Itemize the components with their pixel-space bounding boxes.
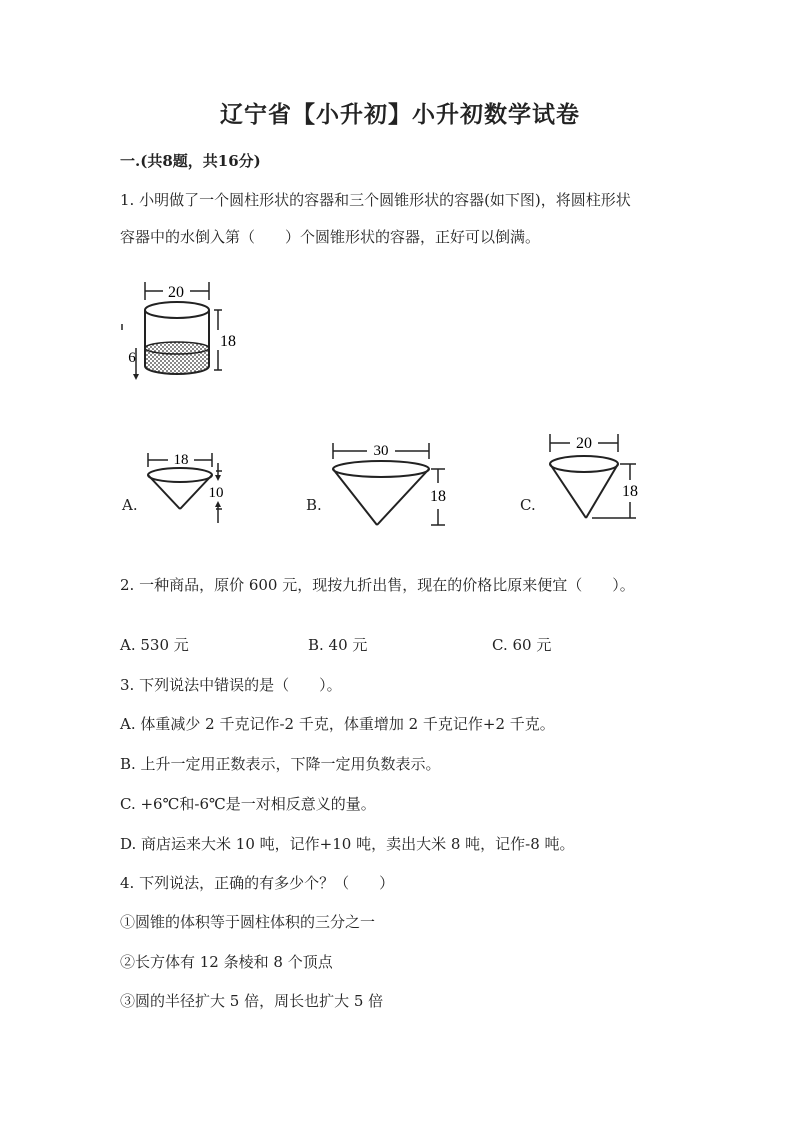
- q1-text-line2: 容器中的水倒入第（ ）个圆锥形状的容器，正好可以倒满。: [120, 228, 541, 246]
- cone-b-figure: [325, 437, 455, 533]
- cylinder-figure: [118, 278, 248, 384]
- q4-item-3: ③圆的半径扩大 5 倍，周长也扩大 5 倍: [120, 992, 384, 1010]
- q4-item-1: ①圆锥的体积等于圆柱体积的三分之一: [120, 913, 376, 931]
- cone-c-figure: [542, 430, 652, 525]
- cone-c-label: C.: [520, 496, 536, 514]
- cone-a-figure: [140, 445, 250, 527]
- q2-option-c: C. 60 元: [492, 636, 552, 654]
- cone-b-label: B.: [306, 496, 322, 514]
- q3-option-b: B. 上升一定用正数表示，下降一定用负数表示。: [120, 755, 441, 773]
- cone-b-diameter: 30: [373, 443, 389, 459]
- cone-a-label: A.: [122, 496, 138, 514]
- q2-text: 2. 一种商品，原价 600 元，现按九折出售，现在的价格比原来便宜（ ）。: [120, 576, 635, 594]
- cone-c-height: 18: [622, 483, 638, 500]
- q3-option-c: C. +6℃和-6℃是一对相反意义的量。: [120, 795, 376, 813]
- cylinder-diameter-label: 20: [168, 284, 184, 301]
- section-header: 一.(共8题，共16分): [120, 152, 261, 170]
- cone-a-diameter: 18: [173, 452, 189, 468]
- exam-title: 辽宁省【小升初】小升初数学试卷: [220, 101, 580, 128]
- q2-option-a: A. 530 元: [120, 636, 189, 654]
- cylinder-height-label: 18: [220, 333, 236, 350]
- q4-item-2: ②长方体有 12 条棱和 8 个顶点: [120, 953, 333, 971]
- cone-a-height: 10: [208, 485, 224, 501]
- q3-option-d: D. 商店运来大米 10 吨，记作+10 吨，卖出大米 8 吨，记作-8 吨。: [120, 835, 575, 853]
- q3-option-a: A. 体重减少 2 千克记作-2 千克，体重增加 2 千克记作+2 千克。: [120, 715, 555, 733]
- q2-option-b: B. 40 元: [308, 636, 368, 654]
- q3-text: 3. 下列说法中错误的是（ ）。: [120, 676, 342, 694]
- cone-c-diameter: 20: [576, 435, 592, 452]
- cone-b-height: 18: [430, 488, 446, 505]
- water-height-label: 6: [128, 350, 136, 366]
- q1-text-line1: 1. 小明做了一个圆柱形状的容器和三个圆锥形状的容器(如下图)，将圆柱形状: [120, 191, 631, 209]
- q4-text: 4. 下列说法，正确的有多少个？（ ）: [120, 874, 395, 892]
